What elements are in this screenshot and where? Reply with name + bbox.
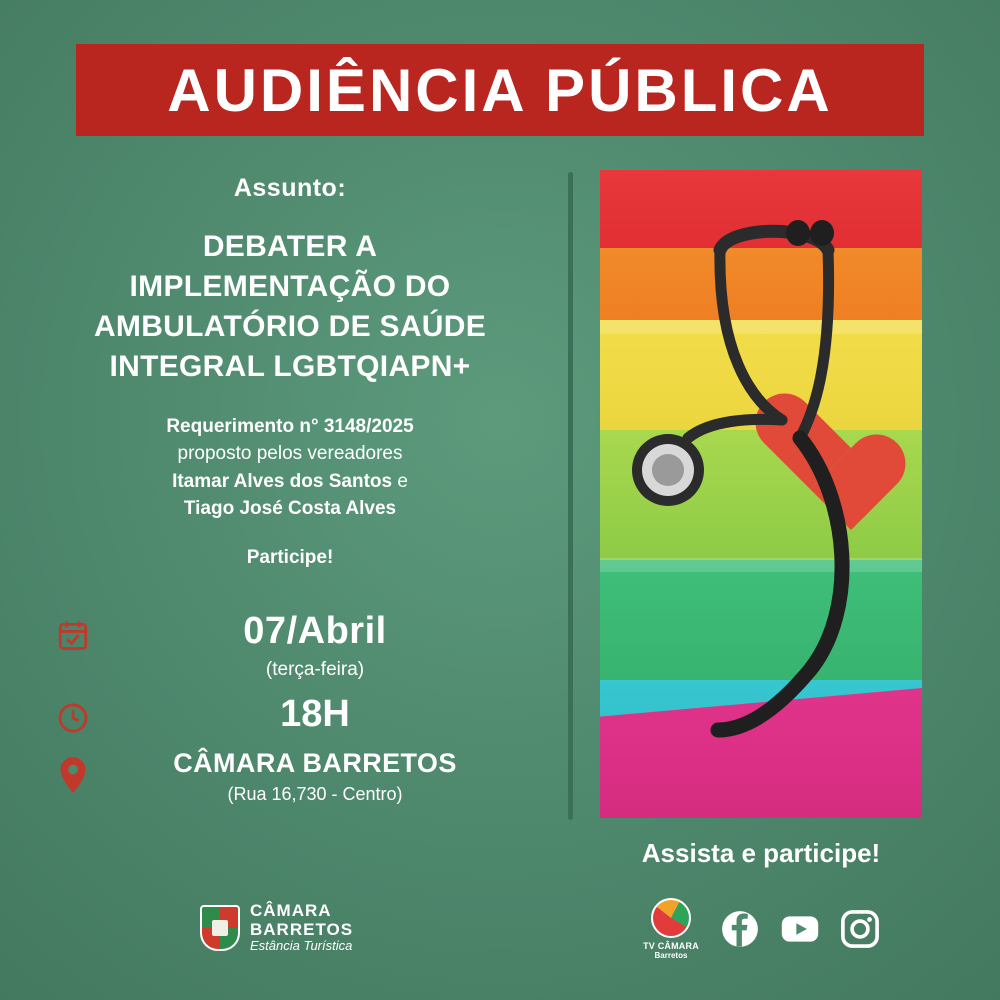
left-column — [40, 160, 540, 569]
event-date: 07/Abril — [243, 610, 387, 652]
rainbow-stethoscope-photo — [600, 170, 922, 818]
proposed-by-label: proposto pelos vereadores — [177, 443, 403, 465]
authors-line-1 — [40, 468, 540, 496]
social-row — [600, 898, 922, 960]
event-details — [40, 610, 550, 817]
facebook-icon[interactable] — [721, 910, 759, 948]
event-weekday: (terça-feira) — [265, 659, 365, 680]
tv-camara-line2: Barretos — [654, 951, 688, 960]
place-text — [106, 748, 550, 805]
tv-camara-logo — [643, 898, 699, 960]
vertical-divider — [568, 172, 573, 820]
watch-call-to-action: Assista e participe! — [641, 838, 881, 868]
stethoscope-illustration — [600, 170, 922, 818]
page-title: AUDIÊNCIA PÚBLICA — [167, 56, 833, 124]
requirement-number: Requerimento n° 3148/2025 — [166, 415, 414, 437]
event-address: (Rua 16,730 - Centro) — [227, 784, 403, 804]
instagram-icon[interactable] — [841, 910, 879, 948]
subject-label: Assunto: — [233, 174, 347, 202]
tv-camara-ball-icon — [651, 898, 691, 938]
tv-camara-line1: TV CÂMARA — [643, 941, 699, 951]
date-text — [106, 610, 550, 681]
author-1: Itamar Alves dos Santos — [172, 470, 393, 492]
coat-of-arms-icon — [200, 905, 240, 951]
location-pin-icon — [40, 748, 106, 794]
logo-line-1: CÂMARA — [250, 901, 332, 920]
author-connector: e — [397, 470, 408, 492]
logo-line-3: Estância Turística — [250, 938, 353, 954]
event-time: 18H — [280, 693, 350, 735]
author-2: Tiago José Costa Alves — [183, 498, 397, 520]
time-text — [106, 693, 550, 736]
youtube-icon[interactable] — [781, 910, 819, 948]
participe-call: Participe! — [246, 546, 334, 568]
logo-line-2: BARRETOS — [250, 919, 354, 939]
detail-row-time — [40, 693, 550, 736]
title-banner — [76, 44, 924, 136]
detail-row-date — [40, 610, 550, 681]
clock-icon — [40, 693, 106, 735]
requirement-block — [40, 413, 540, 523]
calendar-icon — [40, 610, 106, 652]
logo-text — [250, 902, 353, 954]
subject-text: DEBATER A IMPLEMENTAÇÃO DO AMBULATÓRIO DE SAÚDE INTEGRAL LGBTQIAPN+ — [93, 230, 487, 383]
detail-row-place — [40, 748, 550, 805]
camara-barretos-logo — [200, 902, 353, 954]
event-place: CÂMARA BARRETOS — [173, 748, 457, 778]
